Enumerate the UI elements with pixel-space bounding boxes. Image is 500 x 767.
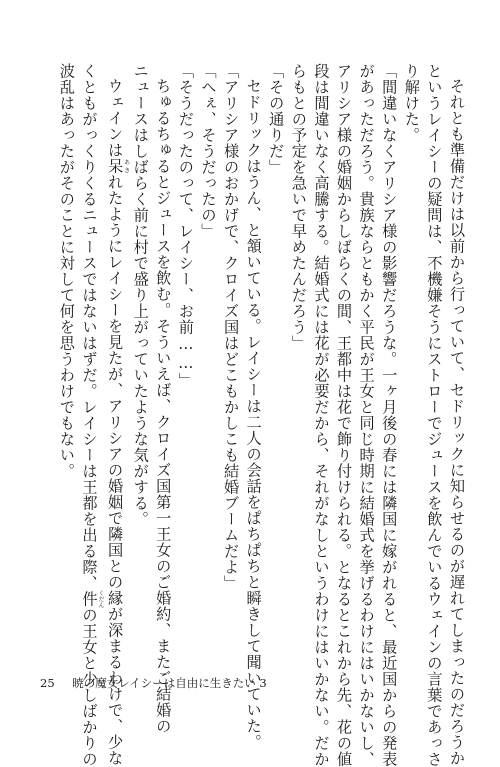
text-line: 段は間違いなく高騰する。結婚式には花が必要だから、それがなしというわけにはいかない。だか (312, 63, 331, 767)
text-line: ニュースはしばらく前に村で盛り上がっていたような気がする。 (131, 63, 150, 527)
text-line: ちゅるちゅるとジュースを飲む。そういえば、クロイズ国第一王女のご婚約、またご結婚の (154, 78, 173, 735)
text-line: 「その通りだ」 (267, 63, 286, 175)
text-line: アリシア様の婚姻からしばらくの間、王都中は花で飾り付けられる。となるとこれから先、花の値 (335, 63, 354, 767)
text-line: 「間違いなくアリシア様の影響だろうな。一ヶ月後の春には隣国に嫁がれると、最近国からの発表 (380, 63, 399, 767)
page-number: 25 (40, 676, 55, 690)
text-line: くともがっくりくるニュースではないはずだ。レイシーは王都を出る際、件くだんの王女と少しばかりの (80, 63, 104, 767)
text-line: り解けた。 (402, 63, 421, 143)
text-line: があっただろう。貴族ならともかく平民が王女と同じ時期に結婚式を挙げるわけにはいかないし、 (357, 63, 376, 767)
text-line: 「へぇ、そうだったの」 (199, 63, 218, 239)
text-line: 「アリシア様のおかげで、クロイズ国はどこもかしこも結婚ブームだよ」 (222, 63, 241, 591)
text-line: 「そうだったのって、レイシー、お前……」 (176, 63, 195, 389)
ruby-annotation: 呆あき (106, 158, 130, 175)
text-line: それとも準備だけは以前から行っていて、セドリックに知らせるのが遅れてしまったのだろうか (448, 78, 466, 767)
text-line: らもとの予定を急いで早めたんだろう」 (289, 63, 308, 351)
ruby-annotation: 件くだん (80, 590, 104, 608)
text-line: 波乱はあったがそのことに対して何を思うわけでもない。 (57, 63, 76, 479)
text-line: というレイシーの疑問は、不機嫌そうにストローでジュースを飲んでいるウェインの言葉であっさ (425, 63, 444, 767)
book-title: 暁の魔女レイシーは自由に生きたい 3 (72, 676, 267, 690)
text-line: セドリックはうん、と頷いている。レイシーは二人の会話をぱちぱちと瞬きして聞いていた。 (244, 78, 263, 751)
page-footer (40, 675, 267, 691)
text-line: ウェインは呆あきれたようにレイシーを見たが、アリシアの婚姻で隣国との縁が深まるわけで、少な (106, 78, 130, 767)
